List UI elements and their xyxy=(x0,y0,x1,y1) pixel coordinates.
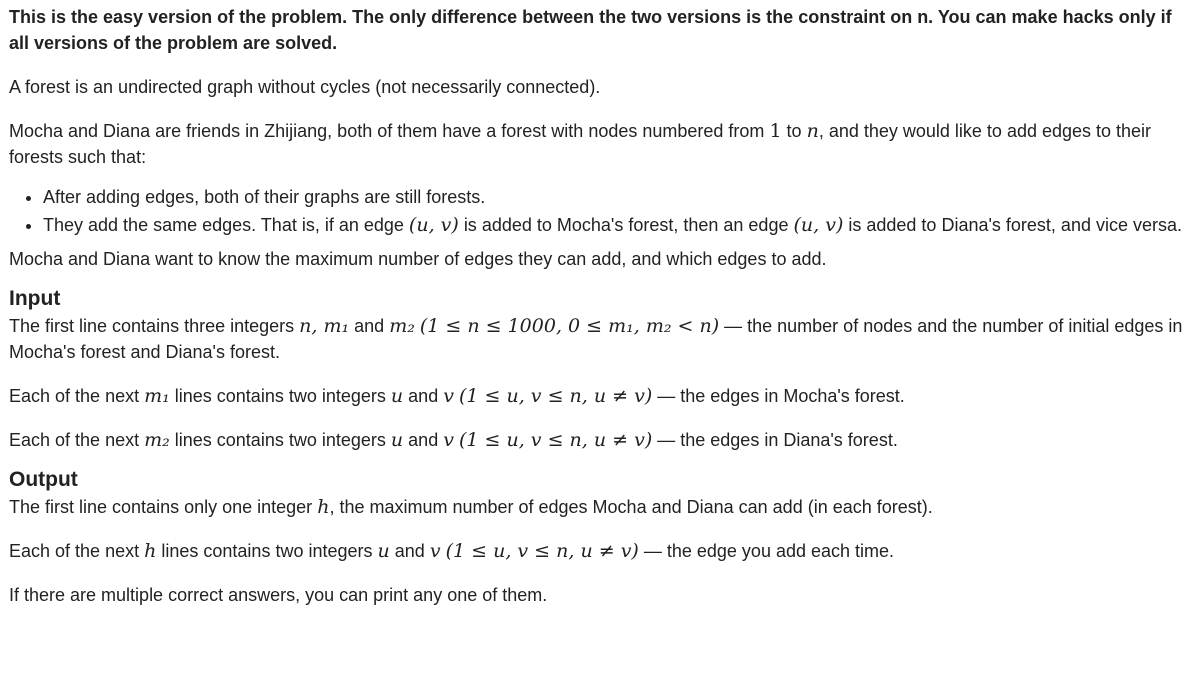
math-m2: m₂ xyxy=(389,315,415,337)
output-line-2 xyxy=(9,538,1185,564)
output-line-3: If there are multiple correct answers, you can print any one of them. xyxy=(9,585,548,605)
math-n: n xyxy=(806,120,819,142)
math-constraint: (1 ≤ u, v ≤ n, u ≠ v) xyxy=(458,385,653,407)
math-h: h xyxy=(144,540,157,562)
math-constraint: (1 ≤ u, v ≤ n, u ≠ v) xyxy=(458,429,653,451)
math-v: v xyxy=(429,540,441,562)
output-text: lines contains two integers xyxy=(161,541,373,561)
input-text: The first line contains three integers xyxy=(9,316,295,336)
bullet-text-c: is added to Diana's forest, and vice versa. xyxy=(848,215,1182,235)
math-u: u xyxy=(377,540,390,562)
math-edge-uv: (u, v) xyxy=(408,214,459,236)
math-u: u xyxy=(390,429,404,451)
forest-definition: A forest is an undirected graph without cycles (not necessarily connected). xyxy=(9,77,601,97)
input-text: and xyxy=(354,316,385,336)
input-text: — the edges in Diana's forest. xyxy=(657,430,898,450)
math-v: v xyxy=(443,385,454,407)
math-h: h xyxy=(317,496,330,518)
input-text: Each of the next xyxy=(9,430,140,450)
bullet-text-b: is added to Mocha's forest, then an edge xyxy=(463,215,789,235)
math-m2: m₂ xyxy=(144,429,170,451)
math-vars: n, m₁ xyxy=(299,315,350,337)
math-edge-uv: (u, v) xyxy=(793,214,844,236)
math-constraint: (1 ≤ n ≤ 1000, 0 ≤ m₁, m₂ < n) xyxy=(419,315,720,337)
math-one: 1 xyxy=(769,120,782,142)
input-text: and xyxy=(408,430,439,450)
goal-paragraph: Mocha and Diana want to know the maximum number of edges they can add, and which edges to add. xyxy=(9,249,827,269)
output-text: — the edge you add each time. xyxy=(643,541,895,561)
output-text: and xyxy=(394,541,425,561)
input-line-1 xyxy=(9,313,1185,365)
input-line-3 xyxy=(9,427,1185,453)
input-text: — the number of nodes and the number of initial edges in Mocha's forest and Diana's forest. xyxy=(9,316,1183,362)
input-line-2 xyxy=(9,383,1185,409)
easy-version-note: This is the easy version of the problem. The only difference between the two versions is the constraint on n. You can make hacks only if all versions of the problem are solved. xyxy=(9,7,1172,53)
output-text: , the maximum number of edges Mocha and Diana can add (in each forest). xyxy=(329,497,933,517)
math-u: u xyxy=(390,385,404,407)
condition-list xyxy=(9,184,1185,238)
story-paragraph xyxy=(9,118,1185,170)
story-text-b: to xyxy=(786,121,802,141)
math-constraint: (1 ≤ u, v ≤ n, u ≠ v) xyxy=(445,540,639,562)
math-m1: m₁ xyxy=(144,385,170,407)
input-text: — the edges in Mocha's forest. xyxy=(657,386,905,406)
input-heading: Input xyxy=(9,287,61,310)
bullet-text: After adding edges, both of their graphs are still forests. xyxy=(43,187,486,207)
output-text: The first line contains only one integer xyxy=(9,497,313,517)
input-text: and xyxy=(408,386,439,406)
story-text-a: Mocha and Diana are friends in Zhijiang, both of them have a forest with nodes numbered from xyxy=(9,121,765,141)
output-line-1 xyxy=(9,494,1185,520)
input-text: lines contains two integers xyxy=(174,430,386,450)
list-item xyxy=(43,212,1185,238)
bullet-text-a: They add the same edges. That is, if an edge xyxy=(43,215,404,235)
input-text: Each of the next xyxy=(9,386,140,406)
list-item xyxy=(43,184,1185,210)
story-text-c: , and they would like to add edges to their forests such that: xyxy=(9,121,1152,167)
output-heading: Output xyxy=(9,468,78,491)
output-text: Each of the next xyxy=(9,541,140,561)
math-v: v xyxy=(443,429,454,451)
input-text: lines contains two integers xyxy=(174,386,386,406)
